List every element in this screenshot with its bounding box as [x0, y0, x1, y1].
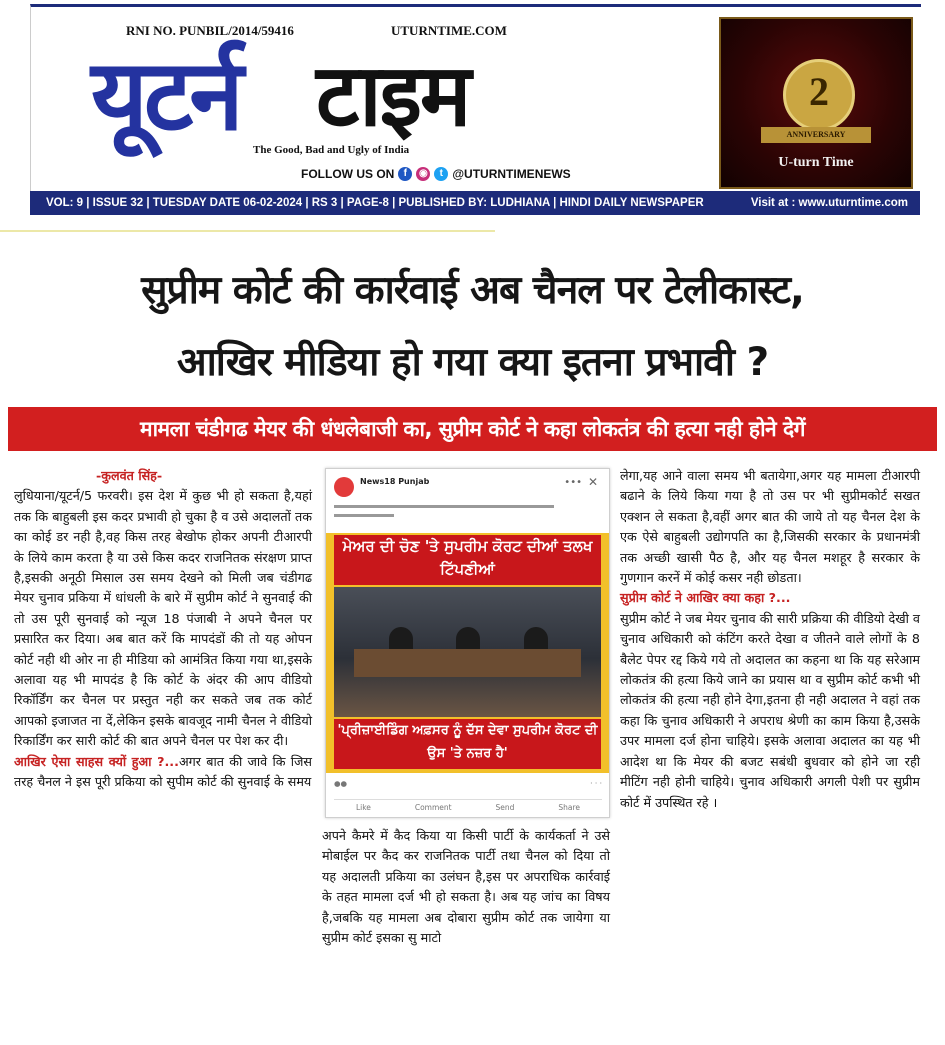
- site-url[interactable]: UTURNTIME.COM: [391, 23, 507, 38]
- channel-name[interactable]: News18 Punjab: [360, 477, 430, 486]
- punjabi-caption-top: ਮੇਅਰ ਦੀ ਚੋਣ 'ਤੇ ਸੁਪਰੀਮ ਕੋਰਟ ਦੀਆਂ ਤਲਖ ਟਿੱਪਣੀਆਂ: [334, 535, 601, 585]
- twitter-icon[interactable]: t: [434, 167, 448, 181]
- post-actions: [334, 799, 602, 812]
- comment-button[interactable]: Comment: [414, 803, 452, 812]
- divider: [0, 230, 495, 232]
- article-column-2: [322, 826, 610, 948]
- issue-info: VOL: 9 | ISSUE 32 | TUESDAY DATE 06-02-2024 | RS 3 | PAGE-8 | PUBLISHED BY: LUDHIANA | HINDI DAILY NEWSPAPER: [46, 197, 704, 209]
- rni-number: RNI NO. PUNBIL/2014/59416: [126, 23, 294, 38]
- share-button[interactable]: Share: [558, 803, 581, 812]
- visit-link[interactable]: Visit at : www.uturntime.com: [750, 197, 908, 209]
- anniversary-ribbon: ANNIVERSARY: [761, 127, 871, 143]
- col1-paragraph-2: अगर बात की जावे कि जिस तरह चैनल ने इस पूरी प्रकिया को सुपीम कोर्ट की सुनवाई के समय: [14, 753, 312, 790]
- col1-paragraph-1: लुधियाना/यूटर्न/5 फरवरी। इस देश में कुछ भी हो सकता है,यहां तक कि बाहुबली इस कदर प्रभावी हो चुका है व उसे अदालतों तक का कोई डर नही है,वह किस तरह बेखोफ होकर अपनी टीआरपी के लिये काम करता है या उसे किस कदर राजनितक संरक्षण प्राप्त है,इसकी अनूठी मिसाल उस समय देखने को मिली जब चंडीगढ मेयर चुनाव प्रकिया में धांधली के बारे में सुप्रीम कोर्ट ने सुनवाई की तो उस पूरी सुनवाई को न्यूज 18 पंजाबी ने अपने चैनल पर प्रसारित कर दिया। अब बात करें कि मापदंडों की तो यह ओपन कोर्ट नही थी ओर ना ही मीडिया को आमंत्रित किया गया था,इसके अलावा यह भी मापदंड है कि कोर्ट के अंदर की आप वीडियो रिकॉर्डिंग कर चैनल पर प्रस्तुत नही कर सकते जब तक कोर्ट आपको इजाजत ना दें,लेकिन इसके बावजूद नामी चैनल ने वीडियो रिकार्डिंग कर सारी कोर्ट की बात अपने चैनल पर पेश कर दी।: [14, 488, 312, 749]
- facebook-icon[interactable]: f: [398, 167, 412, 181]
- channel-avatar: [334, 477, 354, 497]
- post-image[interactable]: [326, 533, 609, 773]
- post-header: [334, 475, 602, 499]
- social-handle[interactable]: @UTURNTIMENEWS: [452, 167, 571, 181]
- reactions-icon: ●●: [334, 779, 348, 788]
- more-options-icon[interactable]: •••: [564, 477, 582, 488]
- headline-line-2: आखिर मीडिया हो गया क्या इतना प्रभावी ?: [176, 340, 769, 385]
- tagline: The Good, Bad and Ugly of India: [253, 144, 410, 156]
- issue-info-bar: [30, 191, 920, 215]
- col3-subheading: सुप्रीम कोर्ट ने आखिर क्या कहा ?...: [620, 590, 791, 606]
- anniversary-badge: [719, 17, 913, 189]
- anniversary-number: 2: [783, 59, 855, 131]
- follow-label: FOLLOW US ON: [301, 167, 395, 181]
- follow-us: [301, 167, 571, 181]
- masthead: [30, 4, 921, 193]
- like-button[interactable]: Like: [355, 803, 371, 812]
- article-column-3: [620, 466, 920, 813]
- logo-blue-text: यूटर्न: [91, 39, 240, 153]
- col3-paragraph-1: लेगा,यह आने वाला समय भी बतायेगा,अगर यह मामला टीआरपी बढाने के लिये किया गया है तो उस पर भी सुप्रीमकोर्ट सखत एक्शन ले सकता है,वहीं अगर बात की जाये तो यह चैनल देश के एक ऐसे बाहुबली उद्योगपति का है,जिसकी सरकार के प्रधानमंत्री तक अच्छी खासी पैठ है, और यह चैनल मशहूर है सरकार के गुणगान करनें में कोई कसर नही छोडता।: [620, 468, 920, 586]
- court-scene: [334, 587, 601, 717]
- post-stats: [334, 779, 602, 788]
- social-post-embed[interactable]: [325, 468, 610, 818]
- punjabi-caption-bottom: 'ਪ੍ਰੀਜ਼ਾਈਡਿੰਗ ਅਫ਼ਸਰ ਨੂੰ ਦੱਸ ਦੇਵਾ ਸੁਪਰੀਮ ਕੋਰਟ ਦੀ ਉਸ 'ਤੇ ਨਜ਼ਰ ਹੈ': [334, 719, 601, 769]
- instagram-icon[interactable]: ◉: [416, 167, 430, 181]
- logo-black-text: टाइम: [316, 46, 470, 146]
- subheadline-bar: मामला चंडीगढ मेयर की धंधलेबाजी का, सुप्रीम कोर्ट ने कहा लोकतंत्र की हत्या नही होने देगें: [8, 407, 937, 451]
- col3-paragraph-2: सुप्रीम कोर्ट ने जब मेयर चुनाव की सारी प्रक्रिया की वीडियो देखी व चुनाव अधिकारी को कंटिंग करते देखा व जीतने वाले लोगों के 8 बैलेट पेपर रद्द किये गये तो अदालत का कहना था कि यह सरेआम लोकतंत्र की हत्या किये जाने का प्रयास था व सुप्रीम कोर्ट कभी भी लोकतंत्र की हत्या नही होने देगा,इतना ही नही अदालत ने वहां तक कहा कि चुनाव अधिकारी ने अपराध श्रेणी का काम किया है,उसके उपर मामला दर्ज होना चाहिये। इसके अलावा अदालत का यह भी आदेश था कि मेयर की बजट सबंधी बुधवार को होने जा रही मीटिंग नही होनी चाहिये। चुनाव अधिकारी अगली पेशी पर सुप्रीम कोर्ट में उपस्थित रहे ।: [620, 610, 920, 810]
- article-column-1: [14, 466, 312, 793]
- send-button[interactable]: Send: [495, 803, 515, 812]
- stats-placeholder: · · ·: [590, 779, 602, 788]
- court-bench: [354, 649, 581, 677]
- post-caption-lines: [334, 505, 602, 517]
- col1-subheading: आखिर ऐसा साहस क्यों हुआ ?...: [14, 753, 179, 769]
- close-icon[interactable]: ✕: [587, 475, 598, 489]
- col2-paragraph-1: अपने कैमरे में कैद किया या किसी पार्टी के कार्यकर्ता ने उसे मोबाईल पर कैद कर राजनितक पार्टी तथा चैनल को दिया तो यह अदालती प्रकिया का उलंघन है,इस पर अपराधिक कार्रवाई के तहत मामला दर्ज भी हो सकता है। अब यह जांच का विषय है,जबकि यह मामला अब दोबारा सुप्रीम कोर्ट तक जायेगा या सुप्रीम कोर्ट इसका सु माटो: [322, 828, 610, 946]
- anniversary-name: U-turn Time: [778, 155, 854, 170]
- headline-line-1: सुप्रीम कोर्ट की कार्रवाई अब चैनल पर टेलीकास्ट,: [141, 268, 804, 313]
- author-byline: -कुलवंत सिंह-: [96, 468, 163, 483]
